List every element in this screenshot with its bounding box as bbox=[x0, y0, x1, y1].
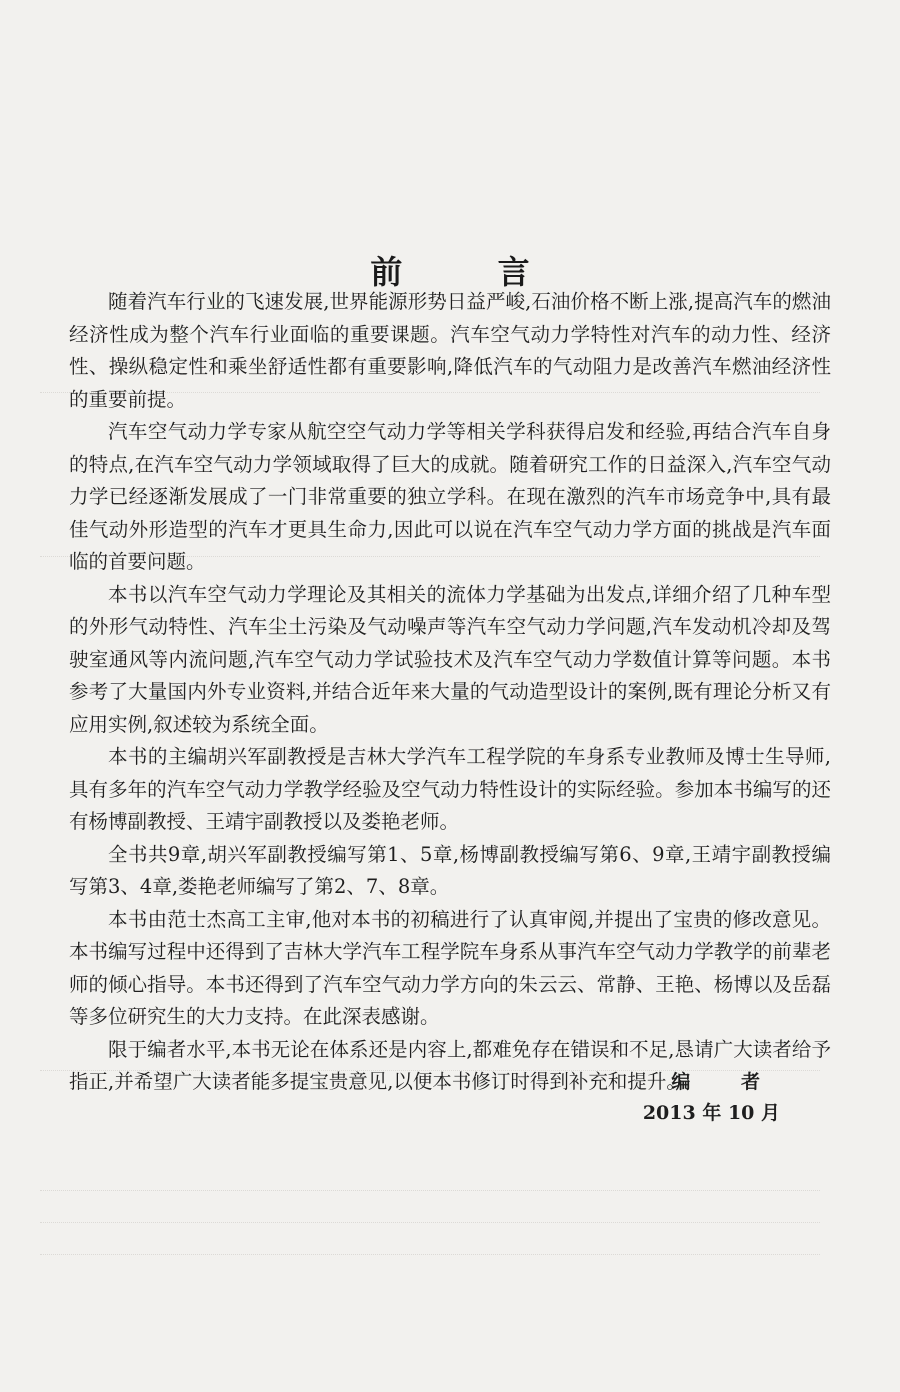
paragraph: 汽车空气动力学专家从航空空气动力学等相关学科获得启发和经验,再结合汽车自身的特点,在汽车空气动力学领域取得了巨大的成就。随着研究工作的日益深入,汽车空气动力学已经逐渐发展成了一门非常重要的独立学科。在现在激烈的汽车市场竞争中,具有最佳气动外形造型的汽车才更具生命力,因此可以说在汽车空气动力学方面的挑战是汽车面临的首要问题。 bbox=[69, 420, 831, 573]
page-title: 前 言 bbox=[370, 253, 572, 292]
paragraph: 随着汽车行业的飞速发展,世界能源形势日益严峻,石油价格不断上涨,提高汽车的燃油经济性成为整个汽车行业面临的重要课题。汽车空气动力学特性对汽车的动力性、经济性、操纵稳定性和乘坐舒适性都有重要影响,降低汽车的气动阻力是改善汽车燃油经济性的重要前提。 bbox=[69, 290, 831, 411]
show-through-line bbox=[40, 1254, 820, 1255]
paragraph: 本书的主编胡兴军副教授是吉林大学汽车工程学院的车身系专业教师及博士生导师,具有多年的汽车空气动力学教学经验及空气动力特性设计的实际经验。参加本书编写的还有杨博副教授、王靖宇副教授以及娄艳老师。 bbox=[69, 745, 831, 833]
signature-date: 2013 年 10 月 bbox=[642, 1102, 780, 1124]
signature-author: 编 者 bbox=[671, 1071, 782, 1093]
show-through-line bbox=[40, 1222, 820, 1223]
preface-body bbox=[69, 286, 831, 1099]
paragraph: 本书由范士杰高工主审,他对本书的初稿进行了认真审阅,并提出了宝贵的修改意见。本书编写过程中还得到了吉林大学汽车工程学院车身系从事汽车空气动力学教学的前辈老师的倾心指导。本书还得到了汽车空气动力学方向的朱云云、常静、王艳、杨博以及岳磊等多位研究生的大力支持。在此深表感谢。 bbox=[69, 907, 831, 1028]
show-through-line bbox=[40, 1190, 820, 1191]
paragraph: 全书共9章,胡兴军副教授编写第1、5章,杨博副教授编写第6、9章,王靖宇副教授编写第3、4章,娄艳老师编写了第2、7、8章。 bbox=[69, 842, 831, 898]
paragraph: 本书以汽车空气动力学理论及其相关的流体力学基础为出发点,详细介绍了几种车型的外形气动特性、汽车尘土污染及气动噪声等汽车空气动力学问题,汽车发动机冷却及驾驶室通风等内流问题,汽车空气动力学试验技术及汽车空气动力学数值计算等问题。本书参考了大量国内外专业资料,并结合近年来大量的气动造型设计的案例,既有理论分析又有应用实例,叙述较为系统全面。 bbox=[69, 582, 831, 736]
paragraph: 限于编者水平,本书无论在体系还是内容上,都难免存在错误和不足,恳请广大读者给予指正,并希望广大读者能多提宝贵意见,以便本书修订时得到补充和提升。 bbox=[69, 1037, 831, 1093]
